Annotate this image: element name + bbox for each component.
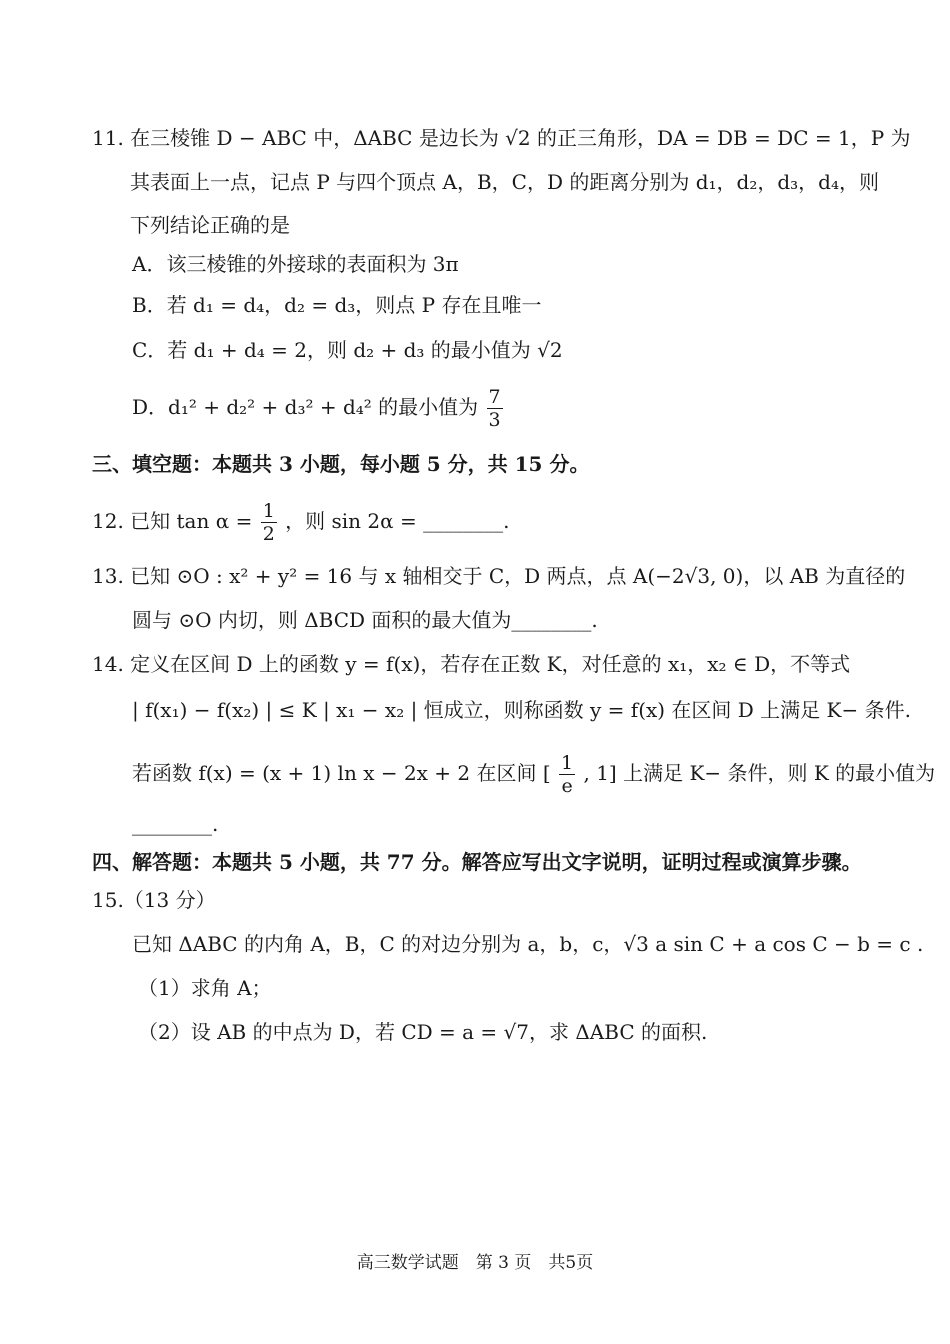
q11-option-a: A．该三棱锥的外接球的表面积为 3π [132, 252, 459, 276]
q14-fraction [559, 752, 575, 797]
section-4-heading: 四、解答题：本题共 5 小题，共 77 分。解答应写出文字说明，证明过程或演算步骤。 [92, 850, 862, 874]
q11-line-2: 其表面上一点，记点 P 与四个顶点 A，B，C，D 的距离分别为 d₁，d₂，d₃，d₄，则 [130, 170, 880, 194]
q11-option-c: C．若 d₁ + d₄ = 2，则 d₂ + d₃ 的最小值为 √2 [132, 338, 563, 362]
q11-option-d-text: D．d₁² + d₂² + d₃² + d₄² 的最小值为 [132, 395, 479, 419]
page-footer: 高三数学试题 第 3 页 共5页 [356, 1253, 594, 1273]
q11-line-1: 11. 在三棱锥 D − ABC 中，ΔABC 是边长为 √2 的正三角形，DA = DB = DC = 1，P 为 [92, 126, 911, 150]
q12-prefix: 12. 已知 tan α = [92, 509, 253, 533]
q12-line [92, 500, 509, 545]
q14-line-1: 14. 定义在区间 D 上的函数 y = f(x)，若存在正数 K，对任意的 x₁，x₂ ∈ D，不等式 [92, 652, 851, 676]
q12-fraction [261, 500, 277, 545]
q15-part-2: （2）设 AB 的中点为 D，若 CD = a = √7，求 ΔABC 的面积. [138, 1020, 708, 1044]
q14-line-3-prefix: 若函数 f(x) = (x + 1) ln x − 2x + 2 在区间 [ [132, 761, 551, 785]
fraction-numerator: 7 [488, 386, 501, 408]
q15-part-1: （1）求角 A； [138, 976, 272, 1000]
q11-option-d [132, 386, 505, 431]
q13-line-1: 13. 已知 ⊙O : x² + y² = 16 与 x 轴相交于 C，D 两点，点 A(−2√3, 0)，以 AB 为直径的 [92, 564, 906, 588]
fraction-numerator: 1 [262, 500, 275, 522]
q15-title: 15.（13 分） [92, 888, 216, 912]
fraction-denominator: 2 [262, 523, 275, 545]
q15-stem: 已知 ΔABC 的内角 A，B，C 的对边分别为 a，b，c，√3 a sin C + a cos C − b = c . [132, 932, 924, 956]
q11-line-3: 下列结论正确的是 [130, 213, 290, 237]
fraction-denominator: e [561, 775, 573, 797]
fraction-denominator: 3 [488, 409, 501, 431]
fraction-numerator: 1 [561, 752, 574, 774]
q14-line-3-suffix: , 1] 上满足 K− 条件，则 K 的最小值为 [583, 761, 936, 785]
q11-option-b: B．若 d₁ = d₄，d₂ = d₃，则点 P 存在且唯一 [132, 293, 542, 317]
q14-line-3 [132, 752, 935, 797]
q14-answer-blank: ________. [132, 812, 219, 836]
q11-option-d-fraction [487, 386, 503, 431]
q13-line-2: 圆与 ⊙O 内切，则 ΔBCD 面积的最大值为________. [132, 608, 598, 632]
q12-suffix: ，则 sin 2α = ________. [285, 509, 510, 533]
q14-line-2: | f(x₁) − f(x₂) | ≤ K | x₁ − x₂ | 恒成立，则称函数 y = f(x) 在区间 D 上满足 K− 条件. [132, 698, 911, 722]
section-3-heading: 三、填空题：本题共 3 小题，每小题 5 分，共 15 分。 [92, 452, 590, 476]
